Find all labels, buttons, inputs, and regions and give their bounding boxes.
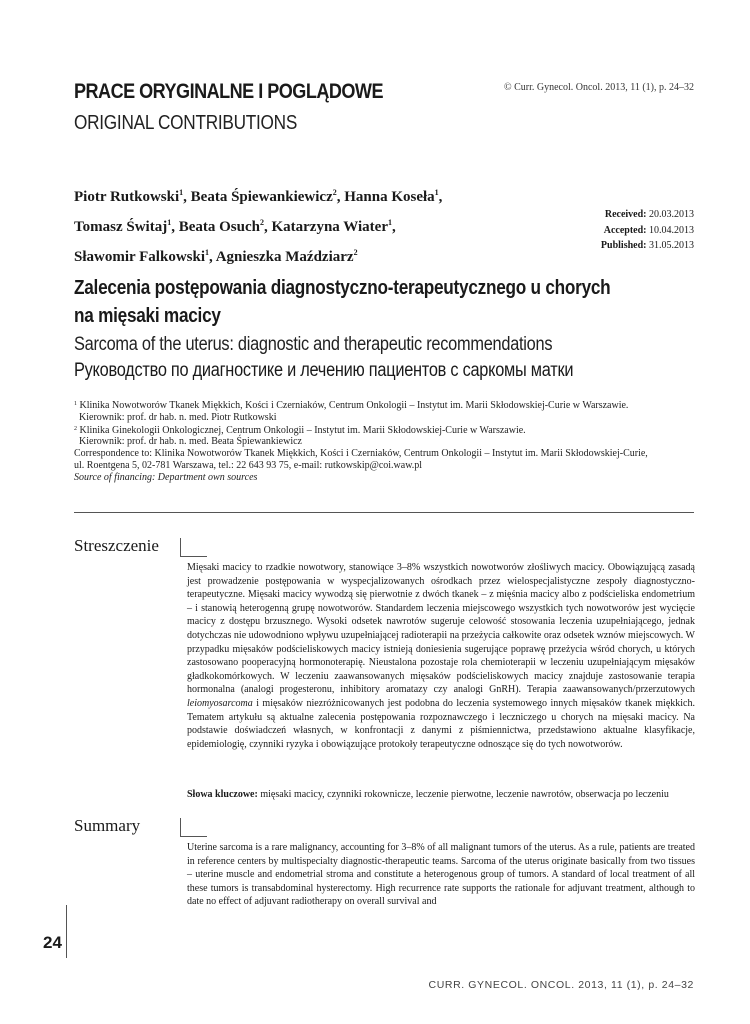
affiliation-mark: 1: [74, 401, 77, 407]
affiliation-mark: 2: [74, 425, 77, 432]
section-title-pl: PRACE ORYGINALNE I POGLĄDOWE: [74, 80, 383, 103]
author-separator: ,: [183, 189, 191, 205]
author-name: Agnieszka Maździarz: [215, 249, 354, 265]
heading-underline: [180, 556, 207, 557]
author-affiliation-mark: 1: [179, 188, 184, 197]
accepted-date: [601, 223, 694, 239]
author-line-1: [74, 180, 442, 210]
article-title-pl: [74, 274, 693, 330]
author-affiliation-mark: 2: [353, 248, 358, 257]
heading-tick: [180, 538, 181, 556]
keywords-value: mięsaki macicy, czynniki rokownicze, leczenie pierwotne, leczenie nawrotów, obserwacja po leczeniu: [257, 789, 669, 800]
author-affiliation-mark: 1: [205, 248, 209, 257]
author-name: Tomasz Świtaj: [74, 219, 168, 235]
heading-underline: [180, 836, 207, 837]
author-affiliation-mark: 1: [434, 188, 439, 197]
journal-footer: CURR. GYNECOL. ONCOL. 2013, 11 (1), p. 24–32: [428, 979, 694, 991]
correspondence-line-2: ul. Roentgena 5, 02-781 Warszawa, tel.: 22 643 93 75, e-mail: rutkowskip@coi.waw.pl: [74, 459, 423, 471]
author-separator: ,: [209, 249, 216, 265]
author-affiliation-mark: 1: [387, 218, 392, 227]
author-name: Beata Śpiewankiewicz: [190, 189, 333, 205]
source-of-financing: Source of financing: Department own sources: [74, 471, 258, 483]
affiliation-2-head: Kierownik: prof. dr hab. n. med. Beata Śpiewankiewicz: [79, 436, 302, 448]
author-separator: ,: [263, 219, 272, 235]
received-value: 20.03.2013: [649, 209, 694, 220]
published-label: Published:: [600, 240, 647, 251]
affiliations: [74, 399, 714, 484]
published-date: [601, 238, 694, 254]
summary-heading: Summary: [74, 816, 141, 835]
author-line-3: [74, 240, 442, 270]
keywords-line: [187, 789, 669, 800]
affiliation-1-head: Kierownik: prof. dr hab. n. med. Piotr Rutkowski: [79, 411, 277, 423]
author-affiliation-mark: 2: [332, 188, 337, 197]
author-name: Beata Osuch: [178, 219, 260, 235]
streszczenie-heading: Streszczenie: [74, 536, 159, 555]
affiliation-1-text: Klinika Nowotworów Tkanek Miękkich, Kości i Czerniaków, Centrum Onkologii – Instytut im. Marii Skłodowskiej-Curie w Warszawie.: [79, 400, 629, 411]
heading-tick: [180, 818, 181, 836]
author-line-2: [74, 210, 442, 240]
published-value: 31.05.2013: [649, 240, 694, 251]
article-title-pl-line-2: na mięsaki macicy: [74, 305, 221, 327]
author-list: [74, 180, 442, 270]
received-label: Received:: [604, 209, 647, 220]
article-title-pl-line-1: Zalecenia postępowania diagnostyczno-terapeutycznego u chorych: [74, 277, 611, 299]
publication-dates: [601, 207, 694, 254]
author-separator: ,: [336, 189, 345, 205]
copyright-line: © Curr. Gynecol. Oncol. 2013, 11 (1), p. 24–32: [504, 82, 694, 93]
summary-paragraph: Uterine sarcoma is a rare malignancy, accounting for 3–8% of all malignant tumors of the uterus. As a rule, patients are treated in reference centers by multispecialty diagnostic-therapeutic teams. Sarcoma of the uterus originate basically from two tissues – uterine muscle and endometrial stroma and constitute a heterogenous group of tumors. A standard of local treatment of all these tumors is transabdominal hysterectomy. High recurrence rate supports the rationale for adjuvant treatment, although to date no effect of adjuvant radiotherapy on overall survival and: [187, 842, 695, 908]
abstract-text-part-2: i mięsaków niezróżnicowanych jest podobna do leczenia systemowego innych mięsaków tkanek miękkich. Tematem artykułu są aktualne zalecenia postępowania rozpoznawczego i leczniczego u chorych na mięsaki macicy. Na podstawie doświadczeń własnych, w konfrontacji z danymi z piśmiennictwa, przedstawiono aktualne klasyfikacje, epidemiologię, czynniki ryzyka i obowiązujące protokoły terapeutyczne odnoszące się do tych nowotworów.: [187, 697, 695, 750]
author-affiliation-mark: 2: [259, 218, 264, 227]
affiliation-1: [74, 399, 714, 412]
summary-text: [187, 841, 695, 909]
correspondence-line-1: Correspondence to: Klinika Nowotworów Tkanek Miękkich, Kości i Czerniaków, Centrum Onkologii – Instytut im. Marii Skłodowskiej-Curie,: [74, 448, 648, 460]
author-separator: ,: [438, 189, 443, 205]
streszczenie-text: [187, 561, 695, 751]
page-number: 24: [43, 933, 62, 952]
page-margin-line: [66, 905, 67, 958]
author-name: Sławomir Falkowski: [74, 249, 205, 265]
abstract-italic-term: leiomyosarcoma: [187, 697, 253, 709]
accepted-value: 10.04.2013: [649, 224, 694, 236]
section-title-en: ORIGINAL CONTRIBUTIONS: [74, 112, 298, 134]
received-date: [601, 207, 694, 223]
affiliation-2: [74, 424, 714, 437]
keywords-label: Słowa kluczowe:: [187, 789, 258, 800]
author-name: Piotr Rutkowski: [74, 189, 180, 205]
author-name: Hanna Koseła: [344, 189, 435, 205]
section-divider: [74, 512, 694, 513]
author-separator: ,: [391, 219, 396, 235]
accepted-label: Accepted:: [603, 224, 647, 236]
author-name: Katarzyna Wiater: [271, 219, 388, 235]
affiliation-2-text: Klinika Ginekologii Onkologicznej, Centrum Onkologii – Instytut im. Marii Skłodowskiej-Curie w Warszawie.: [79, 424, 526, 436]
abstract-text-part-1: Mięsaki macicy to rzadkie nowotwory, stanowiące 3–8% wszystkich nowotworów złośliwych macicy. Obowiązującą zasadą jest prowadzenie postępowania w wyspecjalizowanych ośrodkach przez wielospecjalistyczne zespoły diagnostyczno-terapeutyczne. Mięsaki macicy wywodzą się pierwotnie z dwóch tkanek – z mięśnia macicy albo z podścieliska endometrium – i stanowią heterogenną grupę nowotworów. Standardem leczenia miejscowego wszystkich tych nowotworów jest wycięcie macicy z dostępu brzusznego. Wysoki odsetek nawrotów sugeruje celowość stosowania leczenia uzupełniającego, jednak dotychczas nie udowodniono wpływu uzupełniającej radioterapii na przeżycia całkowite oraz odsetek wznów miejscowych. W przypadku mięsaków podścieliskowych macicy istnieją doniesienia sugerujące poprawę przeżycia wśród chorych, u których zastosowano pooperacyjną hormonoterapię. Nieustalona pozostaje rola chemioterapii w leczeniu uzupełniającym mięsaków gładkokomórkowych. W leczeniu zaawansowanych mięsaków podścieliskowych macicy znajduje zastosowanie terapia hormonalna (analogi progesteronu, inhibitory aromatazy czy analogi GnRH). Terapia zaawansowanych/przerzutowych: [187, 562, 695, 696]
article-title-ru: Руководство по диагностике и лечению пациентов с саркомы матки: [74, 360, 574, 381]
author-affiliation-mark: 1: [167, 218, 172, 227]
article-title-en: Sarcoma of the uterus: diagnostic and therapeutic recommendations: [74, 334, 553, 355]
author-separator: ,: [171, 219, 179, 235]
